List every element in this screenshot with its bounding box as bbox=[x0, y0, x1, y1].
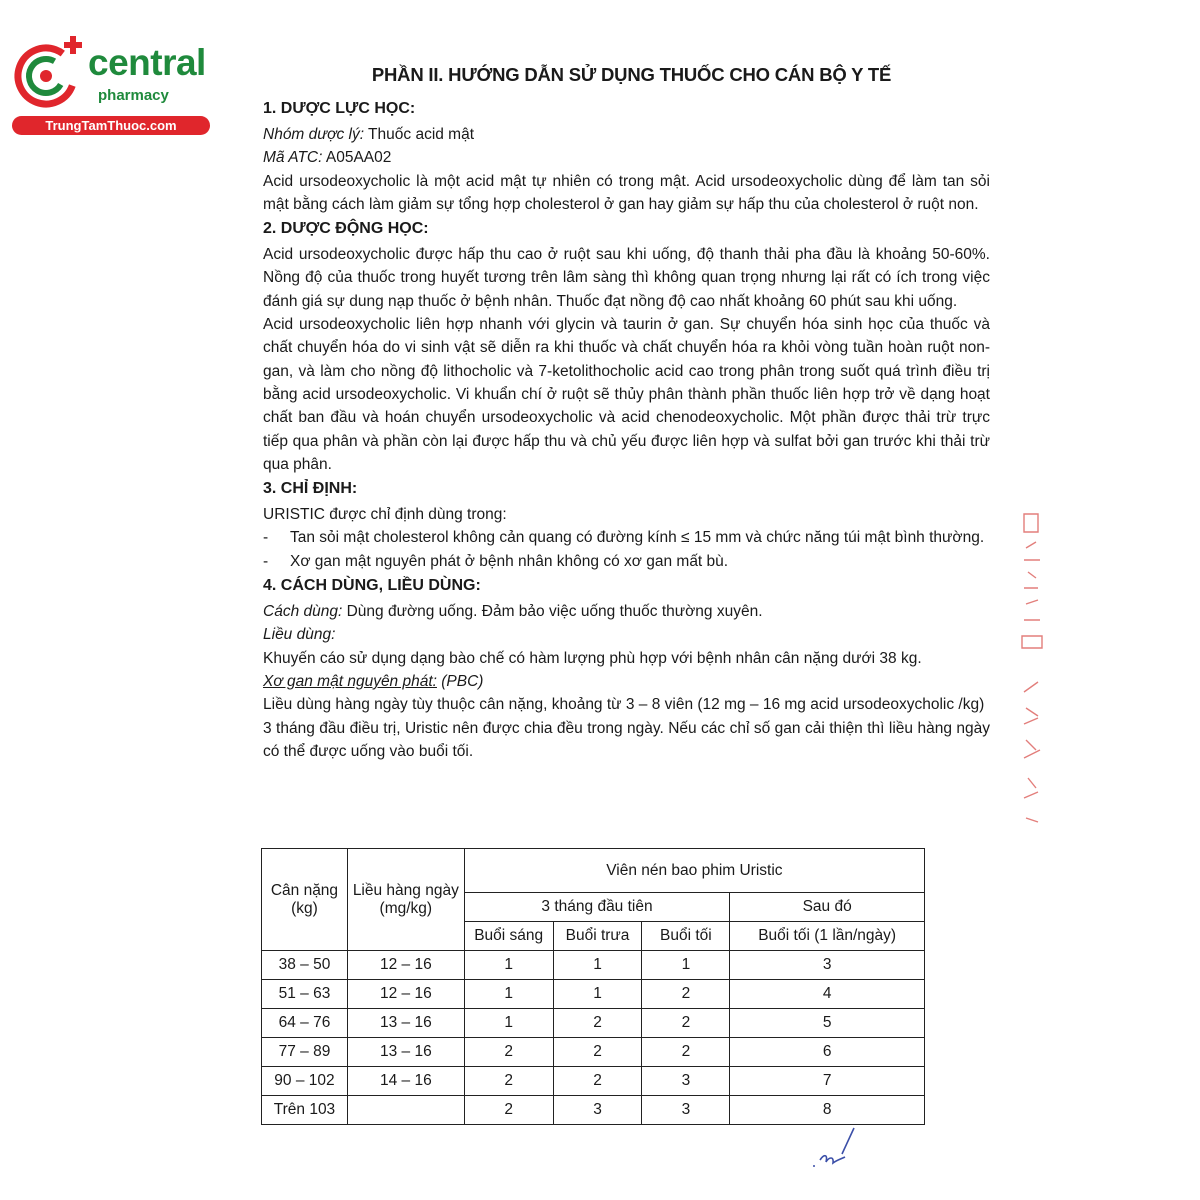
cell-evening: 2 bbox=[642, 1009, 730, 1038]
cell-noon: 2 bbox=[553, 1067, 642, 1096]
logo-wordmark: central bbox=[88, 42, 206, 83]
dose-split-note: 3 tháng đầu điều trị, Uristic nên được chia đều trong ngày. Nếu các chỉ số gan cải thiện thì liều hàng ngày có thể được uống vào buổi tối. bbox=[263, 719, 990, 760]
header-weight: Cân nặng (kg) bbox=[262, 849, 348, 951]
group-value: Thuốc acid mật bbox=[364, 126, 475, 143]
header-first-3-months: 3 tháng đầu tiên bbox=[464, 893, 730, 922]
section-1-heading: 1. DƯỢC LỰC HỌC: bbox=[263, 100, 416, 117]
indication-item bbox=[263, 526, 990, 549]
method-label: Cách dùng: bbox=[263, 603, 343, 621]
cell-weight: Trên 103 bbox=[262, 1096, 348, 1125]
atc-code bbox=[263, 146, 990, 169]
indication-item bbox=[263, 550, 990, 573]
cell-weight: 38 – 50 bbox=[262, 951, 348, 980]
table-row bbox=[262, 1009, 925, 1038]
section-4-heading: 4. CÁCH DÙNG, LIỀU DÙNG: bbox=[263, 577, 481, 595]
stamp-fragment-icon bbox=[1018, 508, 1048, 838]
header-evening: Buổi tối bbox=[642, 922, 730, 951]
method-value: Dùng đường uống. Đảm bảo việc uống thuốc thường xuyên. bbox=[342, 603, 763, 621]
cell-noon: 2 bbox=[553, 1009, 642, 1038]
header-evening-once: Buổi tối (1 lần/ngày) bbox=[730, 922, 925, 951]
cell-dose bbox=[347, 1096, 464, 1125]
indication-text: Xơ gan mật nguyên phát ở bệnh nhân không có xơ gan mất bù. bbox=[290, 552, 729, 570]
document-body bbox=[263, 64, 990, 763]
list-dash: - bbox=[263, 529, 269, 547]
header-noon: Buổi trưa bbox=[553, 922, 642, 951]
cell-noon: 3 bbox=[553, 1096, 642, 1125]
header-morning: Buổi sáng bbox=[464, 922, 553, 951]
dose-label: Liều dùng: bbox=[263, 626, 336, 644]
section-3-heading: 3. CHỈ ĐỊNH: bbox=[263, 480, 358, 498]
administration bbox=[263, 600, 990, 623]
signature-icon bbox=[812, 1124, 862, 1170]
cell-morning: 2 bbox=[464, 1067, 553, 1096]
cell-after: 6 bbox=[730, 1038, 925, 1067]
cell-dose: 13 – 16 bbox=[347, 1038, 464, 1067]
cell-morning: 1 bbox=[464, 1009, 553, 1038]
cell-evening: 3 bbox=[642, 1096, 730, 1125]
cell-dose: 14 – 16 bbox=[347, 1067, 464, 1096]
cell-after: 7 bbox=[730, 1067, 925, 1096]
header-product: Viên nén bao phim Uristic bbox=[464, 849, 924, 893]
pbc-subheading bbox=[263, 670, 990, 693]
pbc-abbr: (PBC) bbox=[436, 672, 484, 690]
pbc-label: Xơ gan mật nguyên phát: bbox=[263, 672, 437, 690]
list-dash: - bbox=[263, 552, 269, 570]
cell-evening: 3 bbox=[642, 1067, 730, 1096]
cell-after: 5 bbox=[730, 1009, 925, 1038]
table-row bbox=[262, 1038, 925, 1067]
atc-value: A05AA02 bbox=[322, 149, 392, 167]
cell-morning: 1 bbox=[464, 980, 553, 1009]
dose-note: Khuyến cáo sử dụng dạng bào chế có hàm lượng phù hợp với bệnh nhân cân nặng dưới 38 kg. bbox=[263, 649, 922, 667]
cell-weight: 64 – 76 bbox=[262, 1009, 348, 1038]
pharmacy-logo bbox=[10, 36, 215, 136]
cell-weight: 90 – 102 bbox=[262, 1067, 348, 1096]
cell-dose: 12 – 16 bbox=[347, 980, 464, 1009]
group-label: Nhóm dược lý: bbox=[263, 126, 365, 143]
central-logo-icon bbox=[10, 36, 90, 114]
dosage-table bbox=[261, 848, 925, 1125]
cell-dose: 13 – 16 bbox=[347, 1009, 464, 1038]
cell-dose: 12 – 16 bbox=[347, 951, 464, 980]
cell-evening: 1 bbox=[642, 951, 730, 980]
dosage-rows bbox=[262, 951, 925, 1125]
section-1-body: Acid ursodeoxycholic là một acid mật tự nhiên có trong mật. Acid ursodeoxycholic dùng để làm tan sỏi mật bằng cách làm giảm sự tổng hợp cholesterol ở gan hay giảm sự hấp thu của cholesterol ở ruột non. bbox=[263, 172, 990, 213]
section-2-paragraph-1: Acid ursodeoxycholic được hấp thu cao ở ruột sau khi uống, độ thanh thải pha đầu là khoảng 50-60%. Nồng độ của thuốc trong huyết tương trên lâm sàng thì không quan trọng nhưng lại rất có ích trong việc đánh giá sự dung nạp thuốc ở bệnh nhân. Thuốc đạt nồng độ cao nhất khoảng 60 phút sau khi uống. bbox=[263, 246, 990, 310]
cell-noon: 1 bbox=[553, 951, 642, 980]
table-row bbox=[262, 951, 925, 980]
cell-noon: 2 bbox=[553, 1038, 642, 1067]
cell-weight: 51 – 63 bbox=[262, 980, 348, 1009]
table-row bbox=[262, 980, 925, 1009]
cell-morning: 2 bbox=[464, 1096, 553, 1125]
cell-evening: 2 bbox=[642, 1038, 730, 1067]
table-row bbox=[262, 1067, 925, 1096]
cell-after: 3 bbox=[730, 951, 925, 980]
logo-website: TrungTamThuoc.com bbox=[12, 116, 210, 135]
section-2-paragraph-2: Acid ursodeoxycholic liên hợp nhanh với glycin và taurin ở gan. Sự chuyển hóa sinh học của thuốc và chất chuyển hóa do vi sinh vật sẽ diễn ra khi thuốc và chất chuyển hóa ra khỏi vòng tuần hoàn ruột non-gan, và làm cho nồng độ lithocholic và 7-ketolithocholic acid cao trong phân trong suốt quá trình điều trị bằng acid ursodeoxycholic. Vi khuẩn chí ở ruột sẽ thủy phân thành phần thuốc liên hợp trở về dạng hoạt chất ban đầu và hoán chuyển ursodeoxycholic và acid chenodeoxycholic. Một phần được thải trừ trực tiếp qua phân và phần còn lại được hấp thu và chủ yếu được liên hợp và sulfat bởi gan trước khi thải trừ qua phân. bbox=[263, 316, 990, 473]
logo-subtitle: pharmacy bbox=[98, 87, 169, 104]
page-title: PHẦN II. HƯỚNG DẪN SỬ DỤNG THUỐC CHO CÁN BỘ Y TẾ bbox=[371, 64, 892, 85]
cell-morning: 2 bbox=[464, 1038, 553, 1067]
cell-noon: 1 bbox=[553, 980, 642, 1009]
indication-text: Tan sỏi mật cholesterol không cản quang có đường kính ≤ 15 mm và chức năng túi mật bình thường. bbox=[290, 529, 985, 547]
cell-weight: 77 – 89 bbox=[262, 1038, 348, 1067]
cell-after: 4 bbox=[730, 980, 925, 1009]
cell-evening: 2 bbox=[642, 980, 730, 1009]
cell-morning: 1 bbox=[464, 951, 553, 980]
section-2-heading: 2. DƯỢC ĐỘNG HỌC: bbox=[263, 220, 429, 238]
section-3-intro: URISTIC được chỉ định dùng trong: bbox=[263, 506, 507, 524]
atc-label: Mã ATC: bbox=[263, 149, 323, 167]
header-after: Sau đó bbox=[730, 893, 925, 922]
table-row bbox=[262, 1096, 925, 1125]
daily-dose: Liều dùng hàng ngày tùy thuộc cân nặng, khoảng từ 3 – 8 viên (12 mg – 16 mg acid ursodeoxycholic /kg) bbox=[263, 696, 985, 714]
cell-after: 8 bbox=[730, 1096, 925, 1125]
header-daily-dose: Liều hàng ngày (mg/kg) bbox=[347, 849, 464, 951]
pharmacologic-group bbox=[263, 123, 990, 146]
